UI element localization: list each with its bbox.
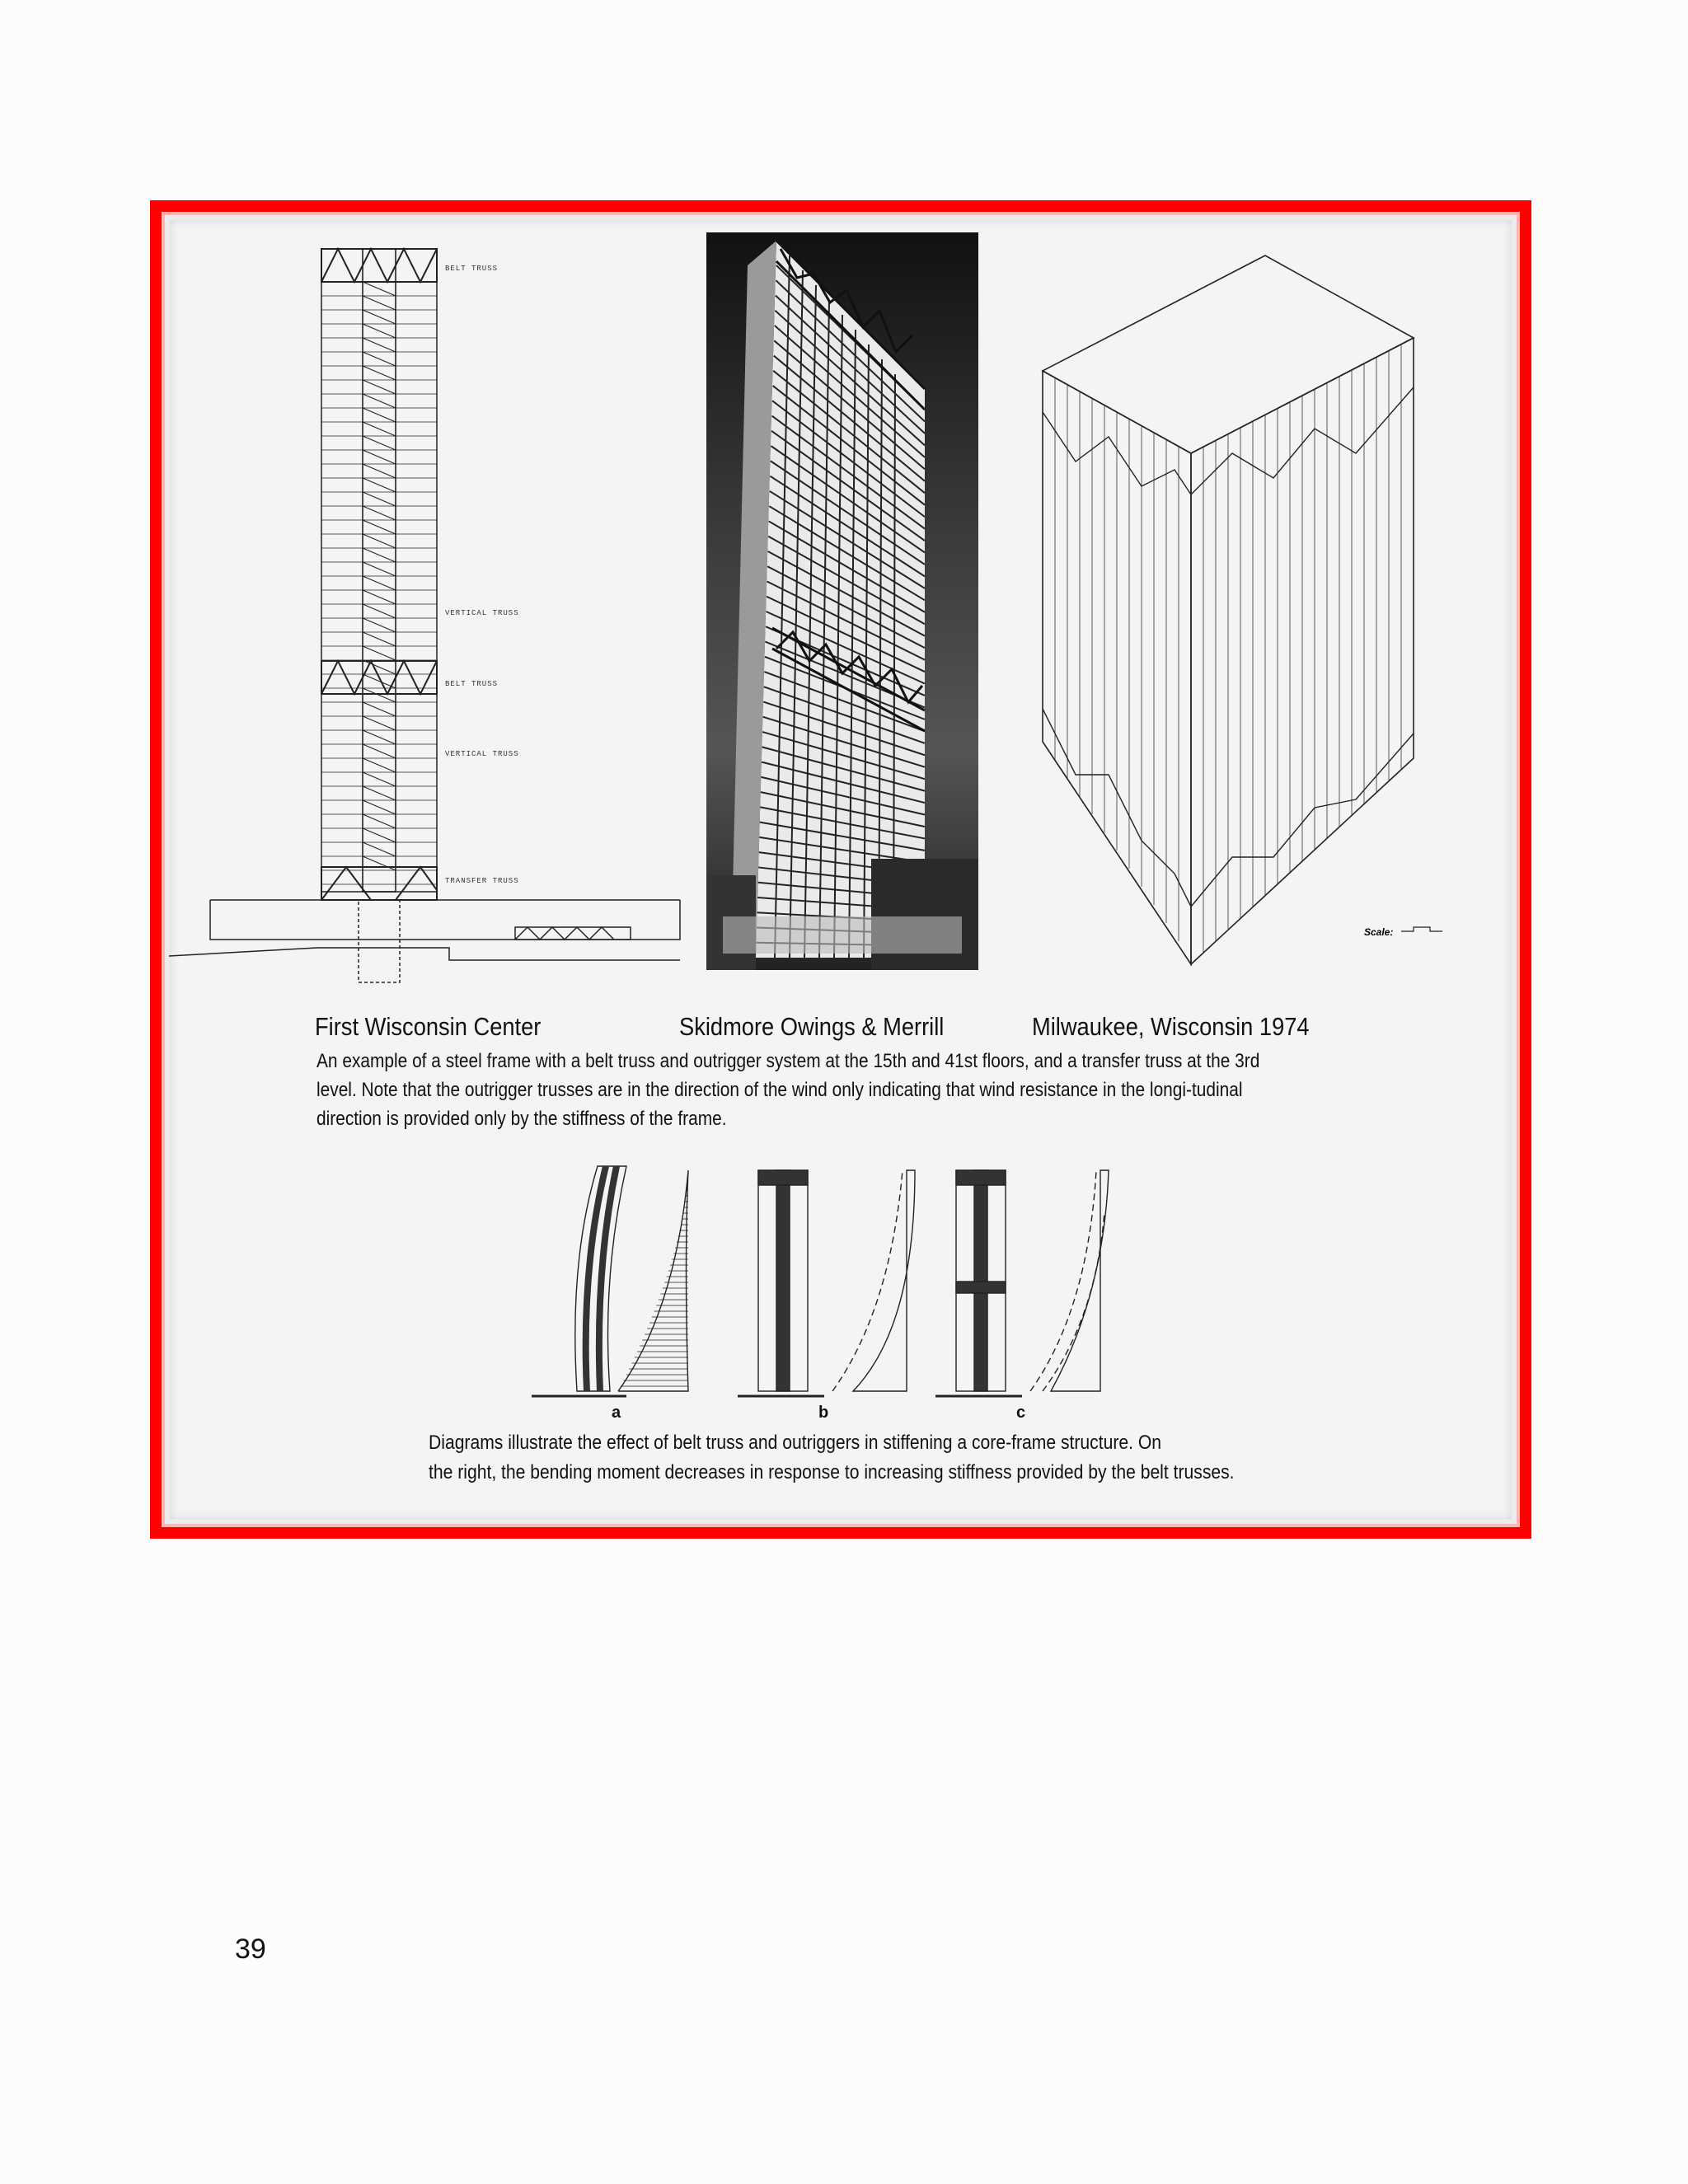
diagram-letter-a: a — [612, 1404, 621, 1422]
elevation-drawing — [169, 231, 696, 985]
building-photo — [706, 232, 978, 970]
building-name: First Wisconsin Center — [315, 1012, 542, 1041]
label-belt-truss-mid: BELT TRUSS — [445, 680, 499, 688]
diagram-c — [935, 1170, 1109, 1396]
label-transfer-truss: TRANSFER TRUSS — [445, 877, 519, 885]
diagram-b — [738, 1170, 915, 1396]
description-text: An example of a steel frame with a belt truss and outrigger system at the 15th and 41st floors, and a transfer truss at the 3rd level. Note that the outrigger trusses are in the direction of the wind only indicating that wind resistance in the longi-tudinal direction is provided only by the stiffness of the frame. — [316, 1050, 1260, 1130]
page-number: 39 — [235, 1933, 266, 1965]
diagram-letter-c: c — [1016, 1404, 1026, 1422]
label-vertical-truss-upper: VERTICAL TRUSS — [445, 609, 519, 617]
diagram-a — [532, 1166, 688, 1396]
label-belt-truss-top: BELT TRUSS — [445, 265, 499, 273]
diagram-caption — [429, 1428, 1328, 1488]
stiffening-diagrams — [528, 1162, 1121, 1405]
diagram-caption-line-1: Diagrams illustrate the effect of belt truss and outriggers in stiffening a core-frame structure. On — [429, 1432, 1162, 1454]
isometric-drawing — [1026, 247, 1455, 972]
label-vertical-truss-lower: VERTICAL TRUSS — [445, 750, 519, 758]
diagram-caption-line-2: the right, the bending moment decreases in response to increasing stiffness provided by the belt trusses. — [429, 1461, 1235, 1483]
scale-label: Scale: — [1364, 926, 1394, 938]
location-year: Milwaukee, Wisconsin 1974 — [1032, 1012, 1310, 1041]
diagram-letter-b: b — [818, 1404, 829, 1422]
architect-name: Skidmore Owings & Merrill — [679, 1012, 945, 1041]
scale-bar — [1401, 927, 1442, 931]
